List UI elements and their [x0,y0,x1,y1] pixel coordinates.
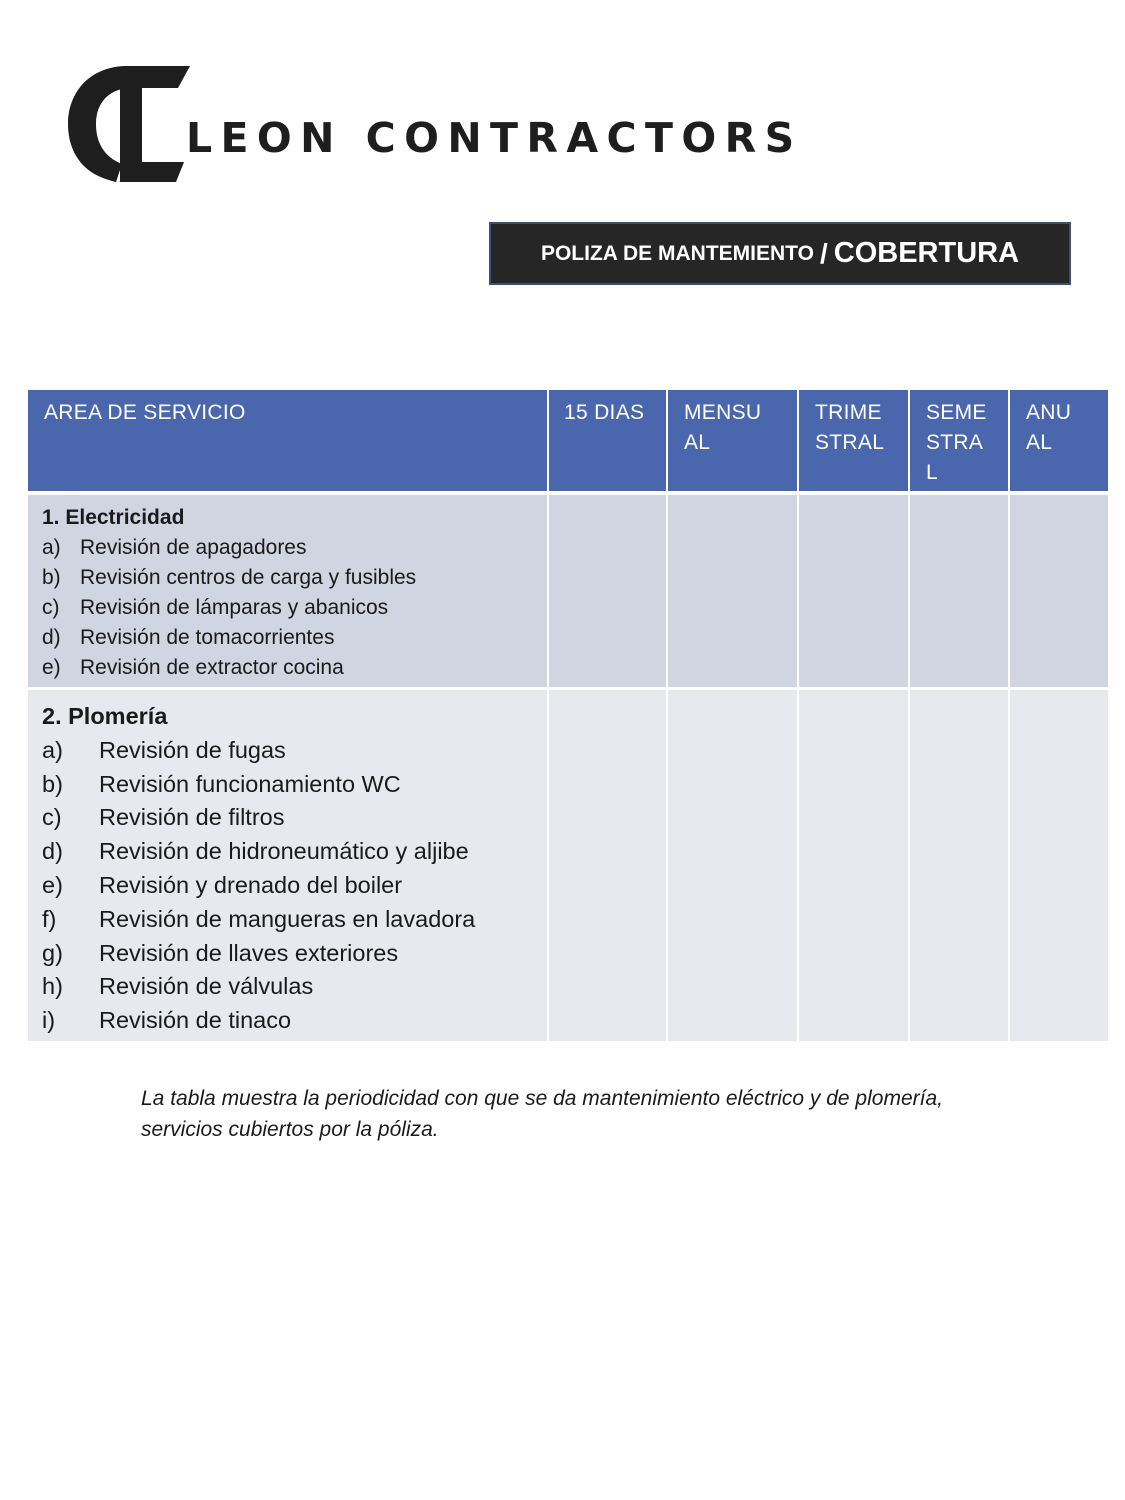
item-letter: a) [42,736,63,763]
table-cell-trimestral [799,690,910,1041]
list-item [42,623,547,653]
header-mensual [668,390,799,491]
logo-monogram-icon [66,64,196,186]
list-item [42,653,547,683]
item-letter: g) [42,939,63,966]
header-15-dias [549,390,668,491]
coverage-table [28,390,1108,1041]
table-header-row [28,390,1108,495]
item-letter: e) [42,656,61,679]
policy-title-banner [489,222,1071,285]
item-text: Revisión de lámparas y abanicos [80,596,389,619]
table-row-plomeria [28,690,1108,1041]
service-area-cell [28,690,549,1041]
item-letter: f) [42,905,57,932]
list-item [42,563,547,593]
header-line: AL [1026,431,1053,454]
policy-title-main: COBERTURA [833,237,1020,269]
header-line: L [926,461,938,484]
list-item [42,1004,547,1038]
list-item [42,835,547,869]
item-letter: d) [42,838,63,865]
section-title: 1. Electricidad [42,506,185,529]
table-cell-15-dias [549,690,668,1041]
header-line: STRAL [815,431,885,454]
header-area-de-servicio [28,390,549,491]
list-item [42,768,547,802]
item-text: Revisión de extractor cocina [80,656,344,679]
list-item [42,869,547,903]
table-cell-anual [1010,690,1108,1041]
header-line: 15 DIAS [564,401,645,424]
list-item [42,533,547,563]
section-title: 2. Plomería [42,703,168,729]
item-text: Revisión de hidroneumático y aljibe [99,838,469,865]
item-letter: d) [42,626,61,649]
item-text: Revisión funcionamiento WC [99,770,401,797]
table-cell-mensual [668,690,799,1041]
item-text: Revisión y drenado del boiler [99,871,403,898]
list-item [42,970,547,1004]
header-trimestral [799,390,910,491]
policy-title-separator: / [819,237,828,269]
header-anual [1010,390,1108,491]
header-line: ANU [1026,401,1072,424]
table-row-electricidad [28,495,1108,690]
item-text: Revisión de filtros [99,804,285,831]
item-text: Revisión de llaves exteriores [99,939,399,966]
list-item [42,937,547,971]
header-semestral [910,390,1010,491]
list-item [42,903,547,937]
header-line: SEME [926,401,987,424]
table-cell-mensual [668,495,799,687]
table-cell-15-dias [549,495,668,687]
table-cell-anual [1010,495,1108,687]
header-line: MENSU [684,401,762,424]
item-text: Revisión de tinaco [99,1007,292,1034]
service-area-cell [28,495,549,687]
item-letter: b) [42,566,61,589]
policy-title-prefix: POLIZA DE MANTEMIENTO [540,241,814,265]
item-text: Revisión de mangueras en lavadora [99,905,476,932]
header-line: AREA DE SERVICIO [44,401,246,424]
item-letter: c) [42,804,62,831]
item-letter: h) [42,973,63,1000]
list-item [42,734,547,768]
item-letter: b) [42,770,63,797]
company-logo [66,64,856,186]
item-letter: i) [42,1007,56,1034]
list-item [42,801,547,835]
list-item [42,593,547,623]
company-name: LEON CONTRACTORS [186,114,803,162]
header-line: AL [684,431,711,454]
item-letter: a) [42,536,61,559]
item-text: Revisión de fugas [99,736,286,763]
table-cell-semestral [910,495,1010,687]
item-letter: c) [42,596,60,619]
item-text: Revisión centros de carga y fusibles [80,566,417,589]
table-caption: La tabla muestra la periodicidad con que se da mantenimiento eléctrico y de plomería, servicios cubiertos por la póliza. [141,1087,943,1141]
item-text: Revisión de apagadores [80,536,307,559]
item-text: Revisión de tomacorrientes [80,626,335,649]
item-text: Revisión de válvulas [99,973,314,1000]
item-letter: e) [42,871,63,898]
header-line: TRIME [815,401,882,424]
table-cell-trimestral [799,495,910,687]
header-line: STRA [926,431,984,454]
table-cell-semestral [910,690,1010,1041]
